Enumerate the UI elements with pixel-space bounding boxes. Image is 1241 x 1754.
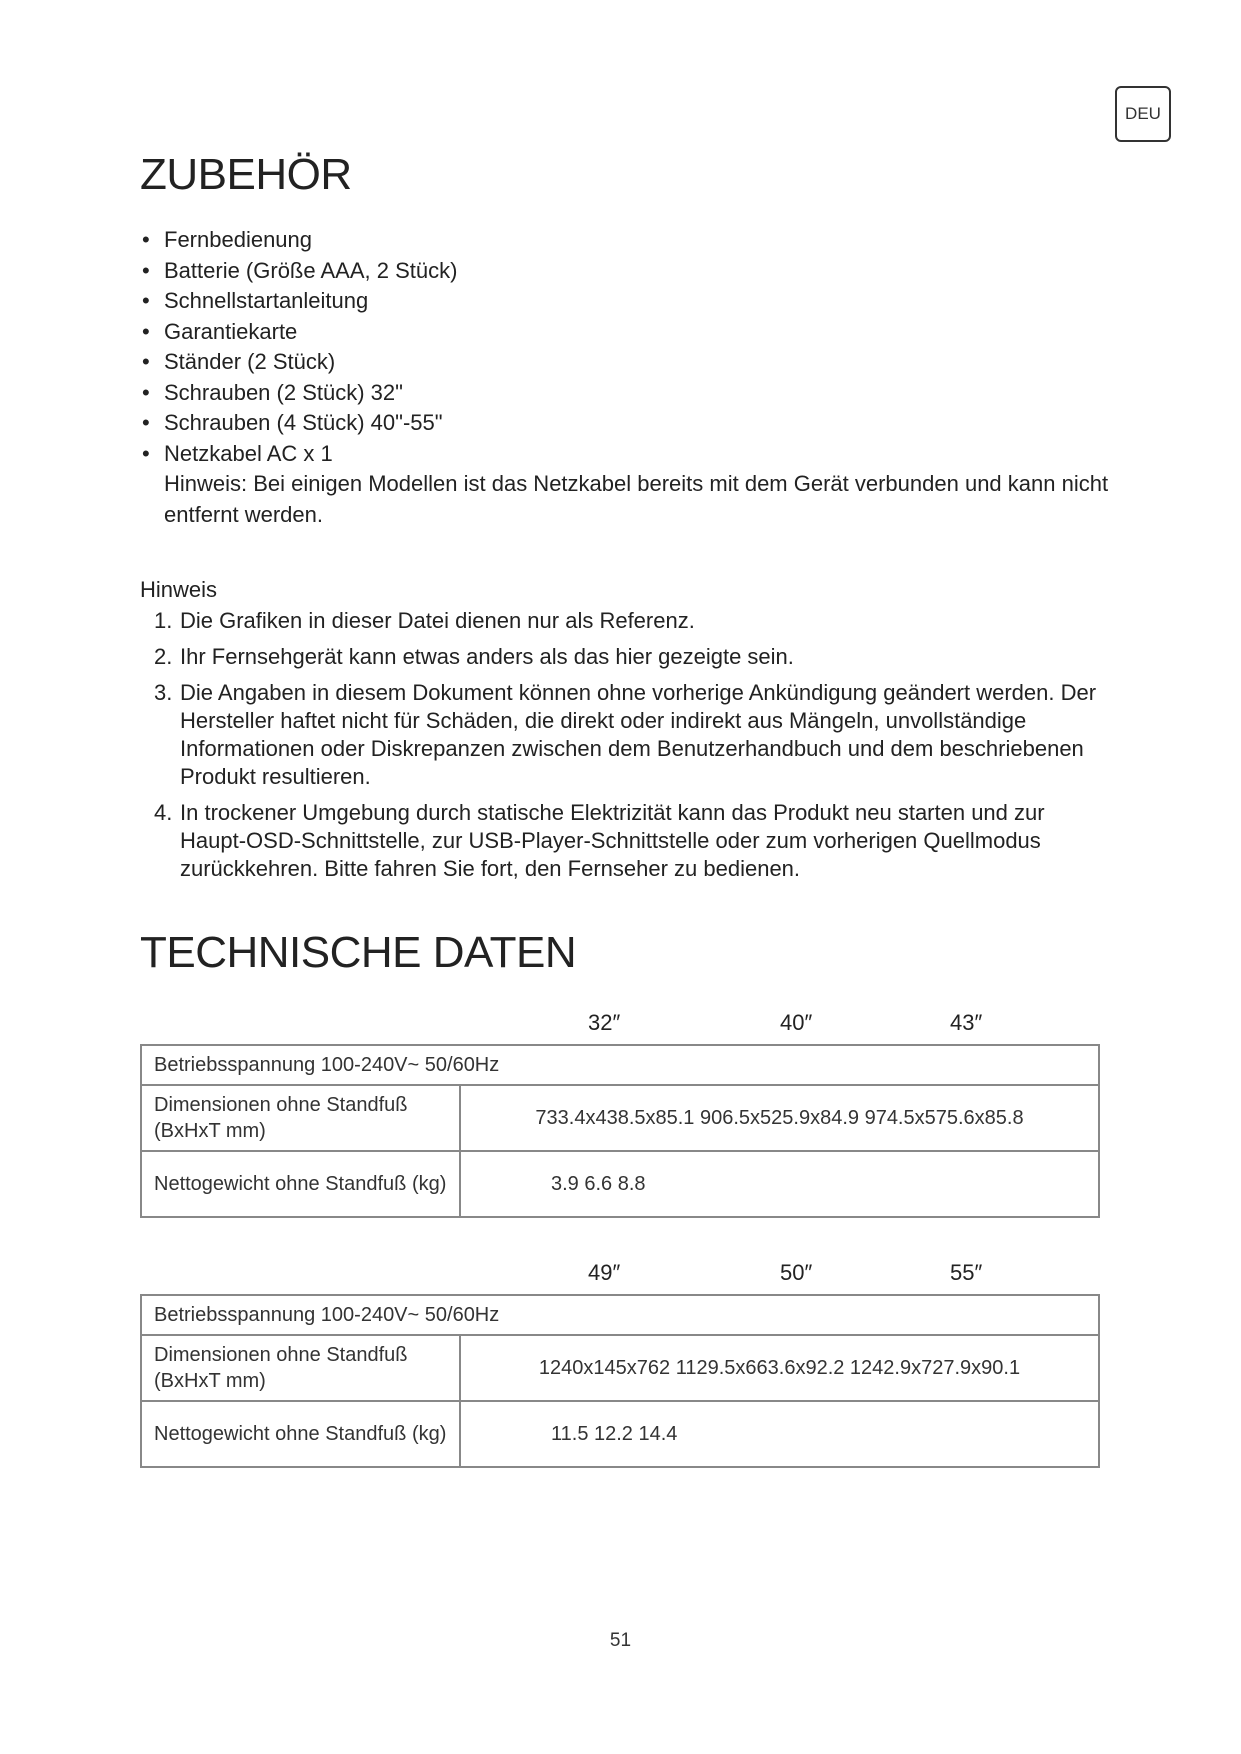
- note-text: Ihr Fernsehgerät kann etwas anders als das hier gezeigte sein.: [180, 644, 794, 669]
- note-number: 4.: [154, 800, 173, 825]
- bullet-icon: •: [142, 379, 150, 405]
- spec-table: [140, 1044, 1100, 1218]
- size-label: 50″: [780, 1260, 813, 1285]
- table-row: [141, 1151, 1099, 1217]
- note-text: Die Grafiken in dieser Datei dienen nur als Referenz.: [180, 608, 695, 633]
- voltage-cell: Betriebsspannung 100-240V~ 50/60Hz: [141, 1295, 1099, 1335]
- list-item: • Schnellstartanleitung: [140, 286, 1120, 317]
- power-cable-note: Hinweis: Bei einigen Modellen ist das Netzkabel bereits mit dem Gerät verbunden und kann nicht entfernt werden.: [164, 471, 1109, 527]
- list-item: • Ständer (2 Stück): [140, 347, 1120, 378]
- weight-label: Nettogewicht ohne Standfuß (kg): [141, 1151, 460, 1217]
- list-item: • Schrauben (4 Stück) 40"-55": [140, 408, 1120, 439]
- list-item: • Batterie (Größe AAA, 2 Stück): [140, 256, 1120, 287]
- table-row: [141, 1335, 1099, 1401]
- spec-table: [140, 1294, 1100, 1468]
- list-item: • Fernbedienung: [140, 225, 1120, 256]
- dimensions-value: 1240x145x762 1129.5x663.6x92.2 1242.9x727.9x90.1: [460, 1335, 1099, 1401]
- note-text: In trockener Umgebung durch statische Elektrizität kann das Produkt neu starten und zur Haupt-OSD-Schnittstelle, zur USB-Player-Schnittstelle oder zum vorherigen Quellmodus zurückkehren. Bitte fahren Sie fort, den Fernseher zu bedienen.: [180, 800, 1045, 881]
- weight-label: Nettogewicht ohne Standfuß (kg): [141, 1401, 460, 1467]
- list-item: • Schrauben (2 Stück) 32": [140, 378, 1120, 409]
- accessories-list: [140, 225, 1120, 530]
- note-number: 3.: [154, 680, 173, 705]
- note-number: 2.: [154, 644, 173, 669]
- size-label: 55″: [950, 1260, 983, 1285]
- specs-title: TECHNISCHE DATEN: [140, 928, 577, 977]
- note-item: [140, 799, 1100, 883]
- notes-heading: Hinweis: [140, 577, 218, 602]
- notes-section: [140, 575, 1100, 891]
- dimensions-label: Dimensionen ohne Standfuß (BxHxT mm): [141, 1085, 460, 1151]
- table-row: [141, 1045, 1099, 1085]
- weight-value: 3.9 6.6 8.8: [460, 1151, 1099, 1217]
- note-text: Die Angaben in diesem Dokument können ohne vorherige Ankündigung geändert werden. Der Hersteller haftet nicht für Schäden, die direkt oder indirekt aus Mängeln, unvollständige Informationen oder Diskrepanzen zwischen dem Benutzerhandbuch und dem beschriebenen Produkt resultieren.: [180, 680, 1097, 789]
- dimensions-label: Dimensionen ohne Standfuß (BxHxT mm): [141, 1335, 460, 1401]
- bullet-icon: •: [142, 349, 150, 374]
- weight-value: 11.5 12.2 14.4: [460, 1401, 1099, 1467]
- list-item: • Netzkabel AC x 1: [140, 439, 1120, 470]
- table-row: [141, 1295, 1099, 1335]
- bullet-icon: •: [142, 410, 150, 435]
- table-row: [141, 1085, 1099, 1151]
- bullet-icon: •: [142, 318, 150, 344]
- table-row: [141, 1401, 1099, 1467]
- list-item: • Garantiekarte: [140, 317, 1120, 348]
- size-header: [140, 1004, 1100, 1044]
- bullet-icon: •: [142, 288, 150, 313]
- notes-list: [140, 607, 1100, 883]
- bullet-icon: •: [142, 257, 150, 283]
- size-label: 49″: [588, 1260, 621, 1285]
- spec-table-2: [140, 1254, 1100, 1468]
- page-number: 51: [609, 1630, 632, 1651]
- accessories-title: ZUBEHÖR: [140, 150, 352, 199]
- note-number: 1.: [154, 608, 173, 633]
- note-item: [140, 679, 1100, 791]
- size-label: 40″: [780, 1010, 813, 1035]
- note-item: [140, 607, 1100, 635]
- bullet-icon: •: [142, 440, 150, 466]
- dimensions-value: 733.4x438.5x85.1 906.5x525.9x84.9 974.5x575.6x85.8: [460, 1085, 1099, 1151]
- language-badge: DEU: [1115, 86, 1171, 142]
- size-label: 32″: [588, 1010, 621, 1035]
- note-item: [140, 643, 1100, 671]
- size-label: 43″: [950, 1010, 983, 1035]
- voltage-cell: Betriebsspannung 100-240V~ 50/60Hz: [141, 1045, 1099, 1085]
- size-header: [140, 1254, 1100, 1294]
- spec-table-1: [140, 1004, 1100, 1218]
- bullet-icon: •: [142, 227, 150, 252]
